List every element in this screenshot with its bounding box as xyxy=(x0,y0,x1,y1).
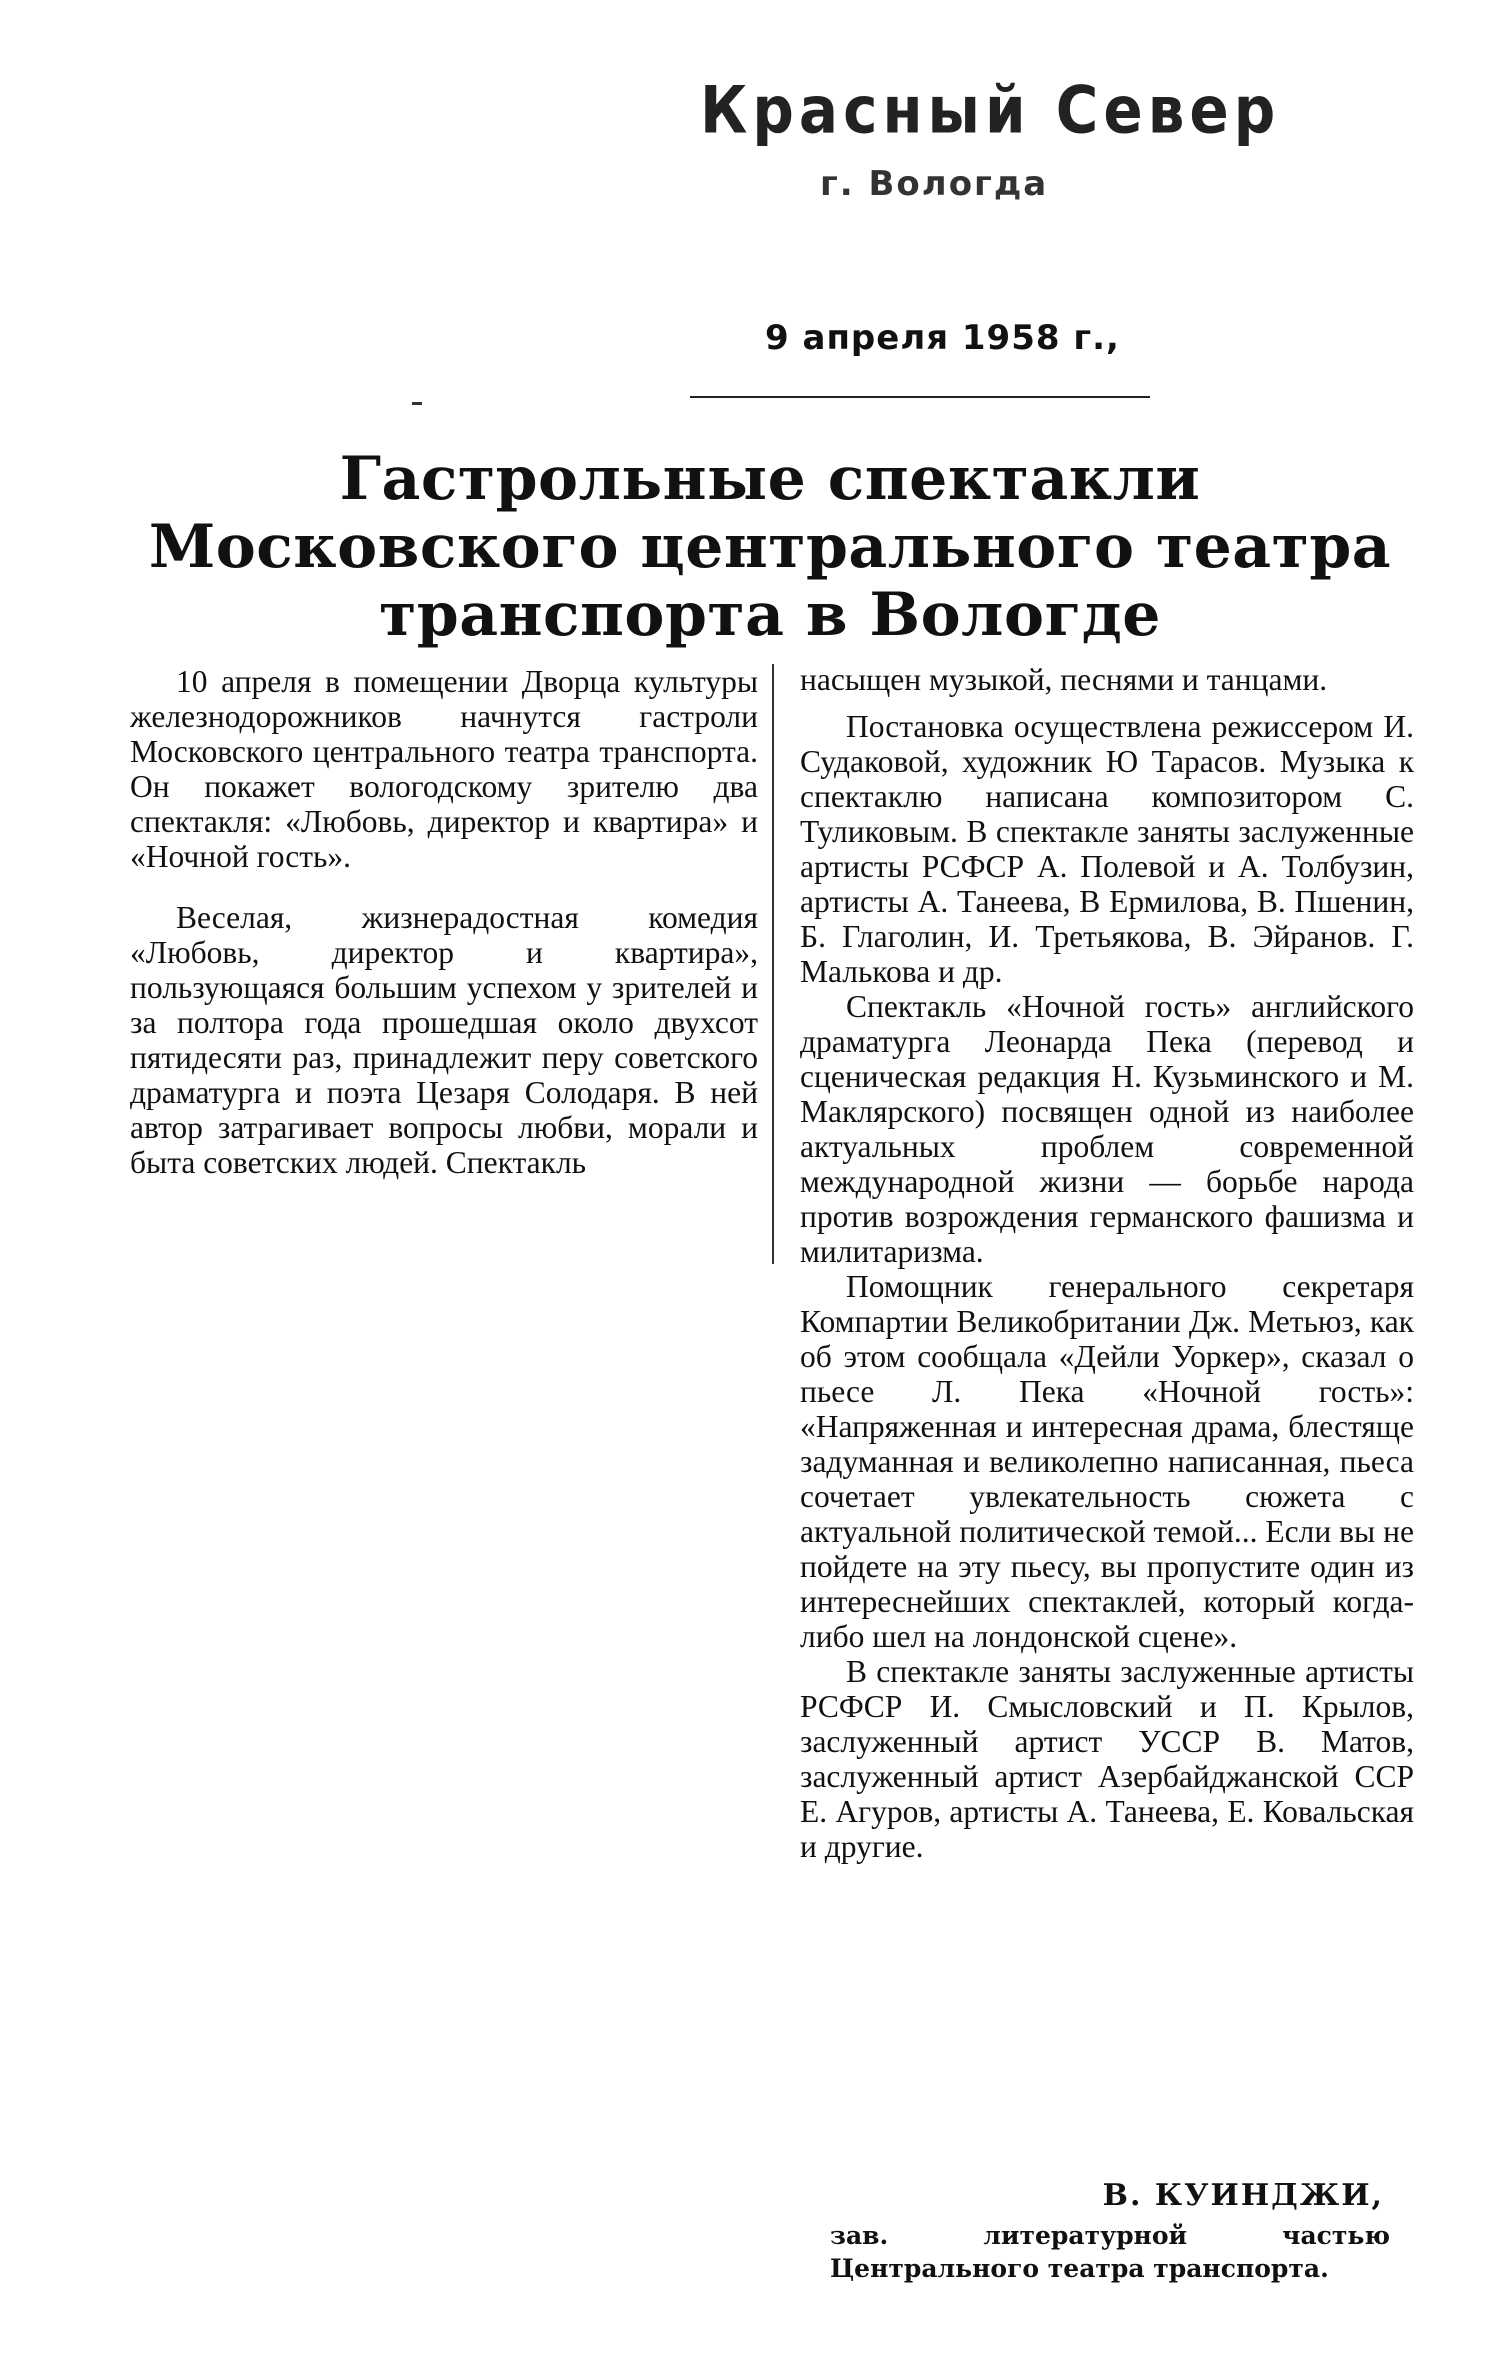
author-title: зав. литературной частью Центрального театра транспорта. xyxy=(830,2221,1390,2283)
date-underline xyxy=(690,396,1150,398)
publication-date: 9 апреля 1958 г., xyxy=(765,318,1120,358)
newspaper-city: г. Вологда xyxy=(820,164,1049,204)
author-name: В. КУИНДЖИ, xyxy=(1102,2178,1384,2213)
article-paragraph: Помощник генерального секретаря Компартии Великобритании Дж. Метьюз, как об этом сообщала «Дейли Уоркер», сказал о пьесе Л. Пека «Ночной гость»: «Напряженная и интересная драма, блестяще задуманная и великолепно написанная, пьеса сочетает увлекательность сюжета с актуальной политической темой... Если вы не пойдете на эту пьесу, вы пропустите один из интереснейших спектаклей, который когда-либо шел на лондонской сцене». xyxy=(800,1269,1414,1654)
column-divider xyxy=(772,664,774,1264)
article-headline: Гастрольные спектакли Московского центрального театра транспорта в Вологде xyxy=(148,444,1392,650)
decorative-dash xyxy=(412,402,422,405)
article-paragraph: 10 апреля в помещении Дворца культуры железнодорожников начнутся гастроли Московского центрального театра транспорта. Он покажет вологодскому зрителю два спектакля: «Любовь, директор и квартира» и «Ночной гость». xyxy=(130,664,758,874)
right-column xyxy=(800,662,1414,1864)
author-signature xyxy=(800,2178,1414,2285)
newspaper-name: Красный Север xyxy=(700,72,1281,149)
article-paragraph: Постановка осуществлена режиссером И. Судаковой, художник Ю Тарасов. Музыка к спектаклю написана композитором С. Туликовым. В спектакле заняты заслуженные артисты РСФСР А. Полевой и А. Толбузин, артисты А. Танеева, В Ермилова, В. Пшенин, Б. Глаголин, И. Третьякова, В. Эйранов. Г. Малькова и др. xyxy=(800,709,1414,989)
newspaper-stamp xyxy=(700,72,1281,204)
article-paragraph: Веселая, жизнерадостная комедия «Любовь, директор и квартира», пользующаяся большим успехом у зрителей и за полтора года прошедшая около двухсот пятидесяти раз, принадлежит перу советского драматурга и поэта Цезаря Солодаря. В ней автор затрагивает вопросы любви, морали и быта советских людей. Спектакль xyxy=(130,900,758,1180)
left-column xyxy=(130,664,758,1180)
article-paragraph: Спектакль «Ночной гость» английского драматурга Леонарда Пека (перевод и сценическая редакция Н. Кузьминского и М. Маклярского) посвящен одной из наиболее актуальных проблем современной международной жизни — борьбе народа против возрождения германского фашизма и милитаризма. xyxy=(800,989,1414,1269)
article-paragraph: насыщен музыкой, песнями и танцами. xyxy=(800,662,1328,697)
article-paragraph: В спектакле заняты заслуженные артисты РСФСР И. Смысловский и П. Крылов, заслуженный артист УССР В. Матов, заслуженный артист Азербайджанской ССР Е. Агуров, артисты А. Танеева, Е. Ковальская и другие. xyxy=(800,1654,1414,1864)
